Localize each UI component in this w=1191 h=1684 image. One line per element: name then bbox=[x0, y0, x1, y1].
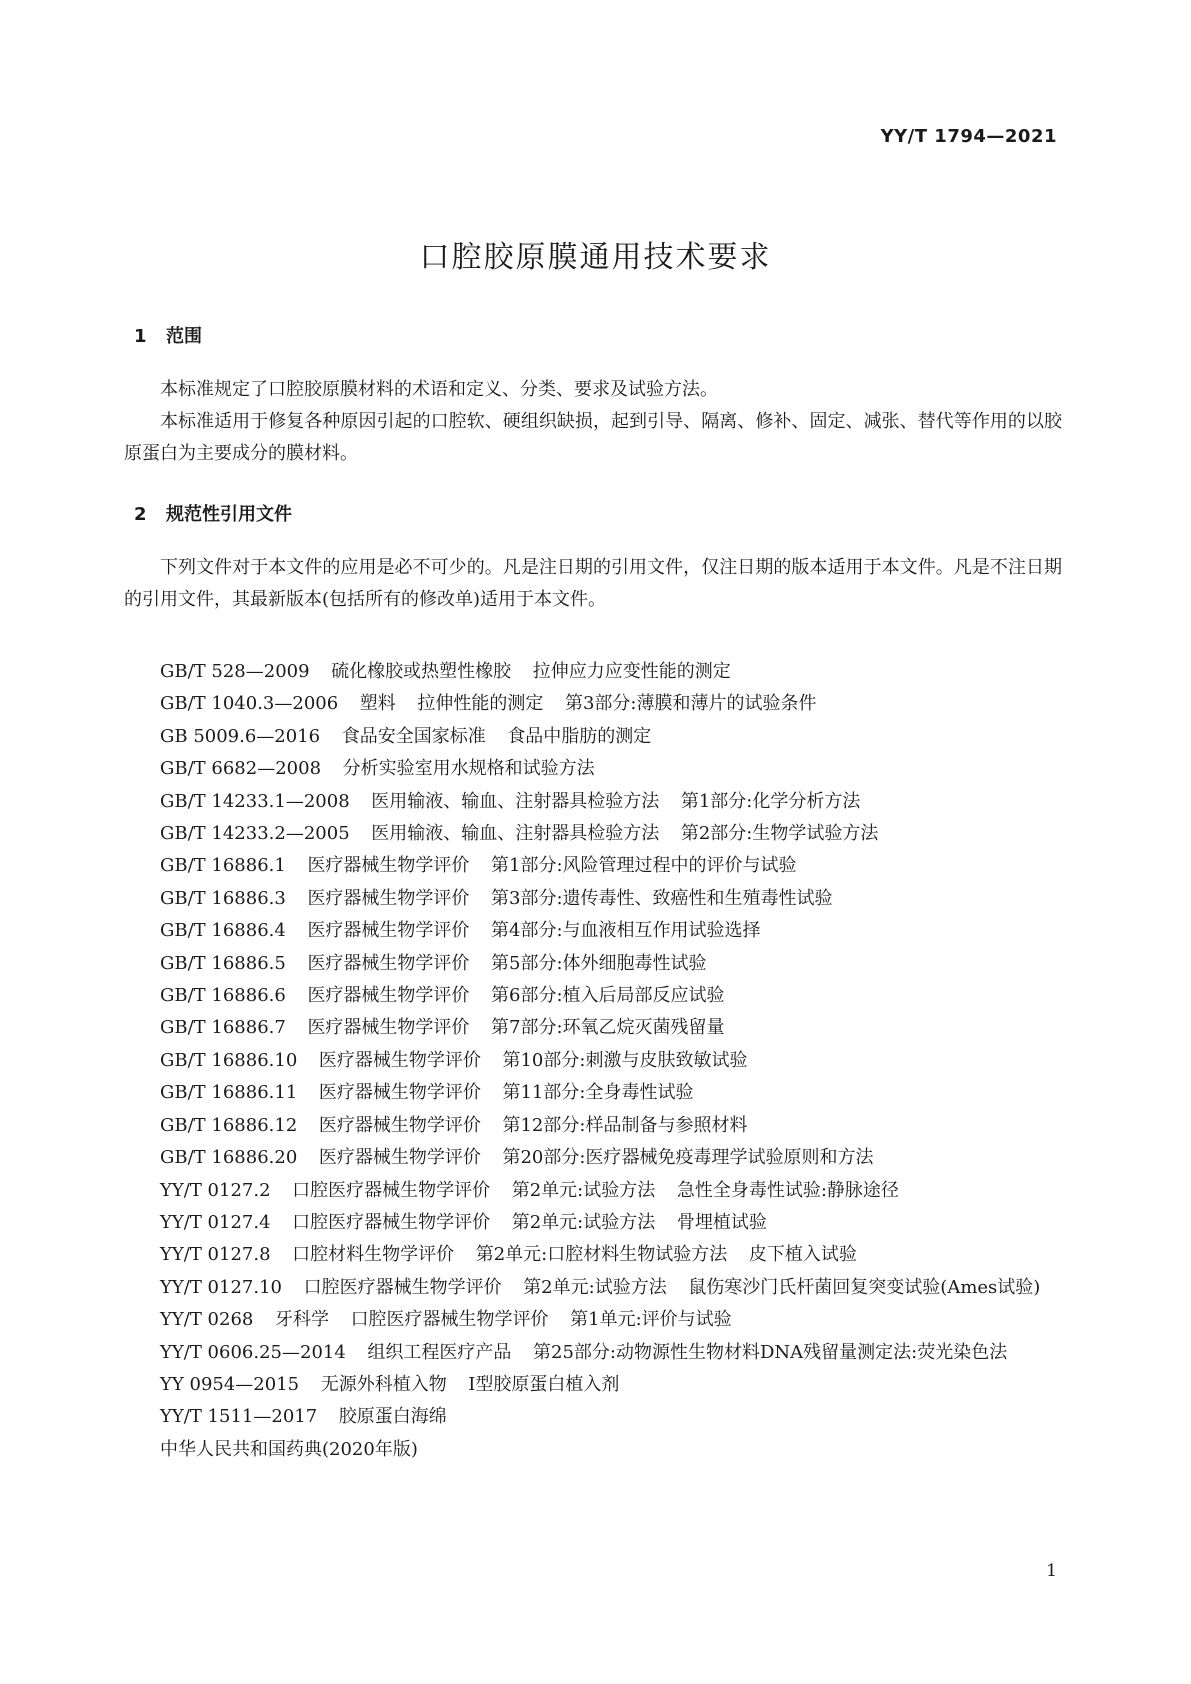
standard-number: YY/T 1794—2021 bbox=[880, 126, 1057, 147]
section-1-paragraph-1: 本标准规定了口腔胶原膜材料的术语和定义、分类、要求及试验方法。 bbox=[160, 379, 718, 400]
reference-title-part: 医疗器械生物学评价 bbox=[318, 1049, 481, 1071]
reference-title-part: 硫化橡胶或热塑性橡胶 bbox=[331, 661, 512, 682]
reference-title-part: 食品安全国家标准 bbox=[341, 725, 486, 747]
section-1-number: 1 bbox=[134, 326, 147, 347]
reference-title-part: 医疗器械生物学评价 bbox=[307, 985, 470, 1007]
reference-item bbox=[124, 1175, 1062, 1207]
reference-title-part: 拉伸性能的测定 bbox=[417, 693, 544, 715]
reference-item bbox=[124, 948, 1062, 980]
reference-item bbox=[124, 1434, 1062, 1466]
reference-title-part: 第11部分:全身毒性试验 bbox=[502, 1082, 694, 1104]
reference-item bbox=[124, 1110, 1062, 1142]
section-1-title: 范围 bbox=[166, 326, 202, 347]
reference-title-part: 食品中脂肪的测定 bbox=[507, 725, 652, 747]
reference-title-part: 第10部分:刺激与皮肤致敏试验 bbox=[502, 1049, 748, 1071]
reference-item bbox=[124, 786, 1062, 818]
reference-title-part: 医疗器械生物学评价 bbox=[307, 920, 470, 942]
reference-code: YY 0954—2015 bbox=[160, 1373, 300, 1395]
reference-title-part: 医疗器械生物学评价 bbox=[307, 952, 470, 974]
reference-title-part: 第12部分:样品制备与参照材料 bbox=[502, 1114, 748, 1136]
reference-title-part: 口腔医疗器械生物学评价 bbox=[292, 1211, 491, 1233]
reference-item bbox=[124, 688, 1062, 720]
reference-item bbox=[124, 753, 1062, 785]
reference-title-part: 第1单元:评价与试验 bbox=[570, 1309, 732, 1331]
reference-title-part: 医用输液、输血、注射器具检验方法 bbox=[371, 790, 660, 812]
reference-code: YY/T 0606.25—2014 bbox=[160, 1341, 346, 1363]
reference-code: YY/T 0268 bbox=[160, 1309, 254, 1331]
reference-title-part: 第2单元:试验方法 bbox=[511, 1211, 656, 1233]
reference-title-part: 牙科学 bbox=[274, 1309, 329, 1331]
reference-code: GB/T 16886.12 bbox=[160, 1114, 298, 1136]
reference-code: GB 5009.6—2016 bbox=[160, 725, 321, 747]
reference-title-part: 第4部分:与血液相互作用试验选择 bbox=[491, 920, 761, 942]
reference-code: GB/T 1040.3—2006 bbox=[160, 693, 339, 715]
reference-item bbox=[124, 1142, 1062, 1174]
section-2-heading bbox=[134, 500, 292, 526]
reference-title-part: 组织工程医疗产品 bbox=[367, 1341, 512, 1363]
reference-title-part: 第20部分:医疗器械免疫毒理学试验原则和方法 bbox=[502, 1147, 874, 1169]
reference-title-part: 第25部分:动物源性生物材料DNA残留量测定法:荧光染色法 bbox=[533, 1341, 1008, 1363]
reference-title-part: 第1部分:化学分析方法 bbox=[680, 790, 861, 812]
reference-title-part: 无源外科植入物 bbox=[320, 1373, 447, 1395]
reference-code: YY/T 0127.10 bbox=[160, 1276, 282, 1298]
reference-code: YY/T 0127.8 bbox=[160, 1244, 271, 1266]
reference-item bbox=[124, 818, 1062, 850]
reference-title-part: 骨埋植试验 bbox=[676, 1211, 767, 1233]
reference-item bbox=[124, 1012, 1062, 1044]
reference-code: GB/T 16886.10 bbox=[160, 1049, 298, 1071]
reference-title-part: 第3部分:薄膜和薄片的试验条件 bbox=[564, 693, 817, 715]
reference-title-part: 皮下植入试验 bbox=[748, 1244, 857, 1266]
reference-title-part: 胶原蛋白海绵 bbox=[338, 1406, 447, 1428]
reference-item bbox=[124, 883, 1062, 915]
reference-title-part: 第2单元:口腔材料生物试验方法 bbox=[475, 1244, 728, 1266]
reference-title-part: 医疗器械生物学评价 bbox=[307, 887, 470, 909]
reference-title-part: 医用输液、输血、注射器具检验方法 bbox=[371, 823, 660, 845]
reference-code: GB/T 16886.7 bbox=[160, 1017, 286, 1039]
reference-title-part: 分析实验室用水规格和试验方法 bbox=[342, 758, 595, 780]
reference-title-part: 医疗器械生物学评价 bbox=[318, 1114, 481, 1136]
reference-code: GB/T 16886.6 bbox=[160, 985, 286, 1007]
reference-code: GB/T 6682—2008 bbox=[160, 758, 322, 780]
section-1-heading bbox=[134, 322, 202, 348]
reference-title-part: 拉伸应力应变性能的测定 bbox=[532, 661, 731, 682]
reference-title-part: 医疗器械生物学评价 bbox=[307, 1017, 470, 1039]
reference-title-part: 医疗器械生物学评价 bbox=[318, 1147, 481, 1169]
reference-code: GB/T 14233.1—2008 bbox=[160, 790, 350, 812]
reference-title-part: 第5部分:体外细胞毒性试验 bbox=[491, 952, 707, 974]
reference-title-part: 医疗器械生物学评价 bbox=[307, 855, 470, 877]
reference-title-part: 第2部分:生物学试验方法 bbox=[680, 823, 879, 845]
reference-title-part: 第1部分:风险管理过程中的评价与试验 bbox=[491, 855, 797, 877]
reference-title-part: 第7部分:环氧乙烷灭菌残留量 bbox=[491, 1017, 725, 1039]
page-number: 1 bbox=[1046, 1561, 1057, 1581]
reference-code: GB/T 16886.11 bbox=[160, 1082, 298, 1104]
reference-code: GB/T 16886.20 bbox=[160, 1147, 298, 1169]
reference-title-part: 鼠伤寒沙门氏杆菌回复突变试验(Ames试验) bbox=[688, 1276, 1041, 1298]
reference-item bbox=[124, 1369, 1062, 1401]
reference-code: GB/T 16886.1 bbox=[160, 855, 286, 877]
reference-item bbox=[124, 980, 1062, 1012]
reference-code: YY/T 0127.2 bbox=[160, 1179, 271, 1201]
reference-item bbox=[124, 915, 1062, 947]
reference-code: YY/T 0127.4 bbox=[160, 1211, 271, 1233]
reference-title-part: 口腔医疗器械生物学评价 bbox=[350, 1309, 549, 1331]
reference-item bbox=[124, 721, 1062, 753]
reference-list bbox=[124, 656, 1062, 1466]
reference-item bbox=[124, 1239, 1062, 1271]
reference-item bbox=[124, 1304, 1062, 1336]
reference-title-part: Ⅰ型胶原蛋白植入剂 bbox=[468, 1373, 620, 1395]
reference-title-part: 第6部分:植入后局部反应试验 bbox=[491, 985, 725, 1007]
reference-title-part: 第2单元:试验方法 bbox=[523, 1276, 667, 1298]
reference-code: GB/T 16886.5 bbox=[160, 952, 286, 974]
reference-item bbox=[124, 1272, 1062, 1304]
reference-item bbox=[124, 850, 1062, 882]
reference-code: YY/T 1511—2017 bbox=[160, 1406, 318, 1428]
reference-code: GB/T 14233.2—2005 bbox=[160, 823, 350, 845]
reference-title-part: 中华人民共和国药典(2020年版) bbox=[160, 1438, 418, 1460]
reference-title-part: 塑料 bbox=[359, 693, 396, 715]
reference-code: GB/T 528—2009 bbox=[160, 661, 310, 682]
section-1-paragraph-2: 本标准适用于修复各种原因引起的口腔软、硬组织缺损，起到引导、隔离、修补、固定、减张、替代等作用的以胶原蛋白为主要成分的膜材料。 bbox=[124, 411, 1062, 464]
section-2-title: 规范性引用文件 bbox=[166, 504, 292, 525]
reference-code: GB/T 16886.4 bbox=[160, 920, 286, 942]
reference-title-part: 第2单元:试验方法 bbox=[511, 1179, 656, 1201]
section-2-number: 2 bbox=[134, 504, 147, 525]
reference-code: GB/T 16886.3 bbox=[160, 887, 286, 909]
reference-item bbox=[124, 1401, 1062, 1433]
reference-title-part: 口腔医疗器械生物学评价 bbox=[292, 1179, 491, 1201]
reference-title-part: 急性全身毒性试验:静脉途径 bbox=[676, 1179, 899, 1201]
reference-item bbox=[124, 1045, 1062, 1077]
reference-item bbox=[124, 1337, 1062, 1369]
reference-item bbox=[124, 1207, 1062, 1239]
reference-title-part: 口腔材料生物学评价 bbox=[292, 1244, 455, 1266]
reference-item bbox=[124, 1077, 1062, 1109]
reference-item bbox=[124, 656, 1062, 688]
reference-title-part: 医疗器械生物学评价 bbox=[318, 1082, 481, 1104]
section-2-intro: 下列文件对于本文件的应用是必不可少的。凡是注日期的引用文件，仅注日期的版本适用于本文件。凡是不注日期的引用文件，其最新版本(包括所有的修改单)适用于本文件。 bbox=[124, 557, 1062, 610]
reference-title-part: 第3部分:遗传毒性、致癌性和生殖毒性试验 bbox=[491, 887, 833, 909]
document-title: 口腔胶原膜通用技术要求 bbox=[419, 240, 772, 275]
reference-title-part: 口腔医疗器械生物学评价 bbox=[303, 1276, 502, 1298]
